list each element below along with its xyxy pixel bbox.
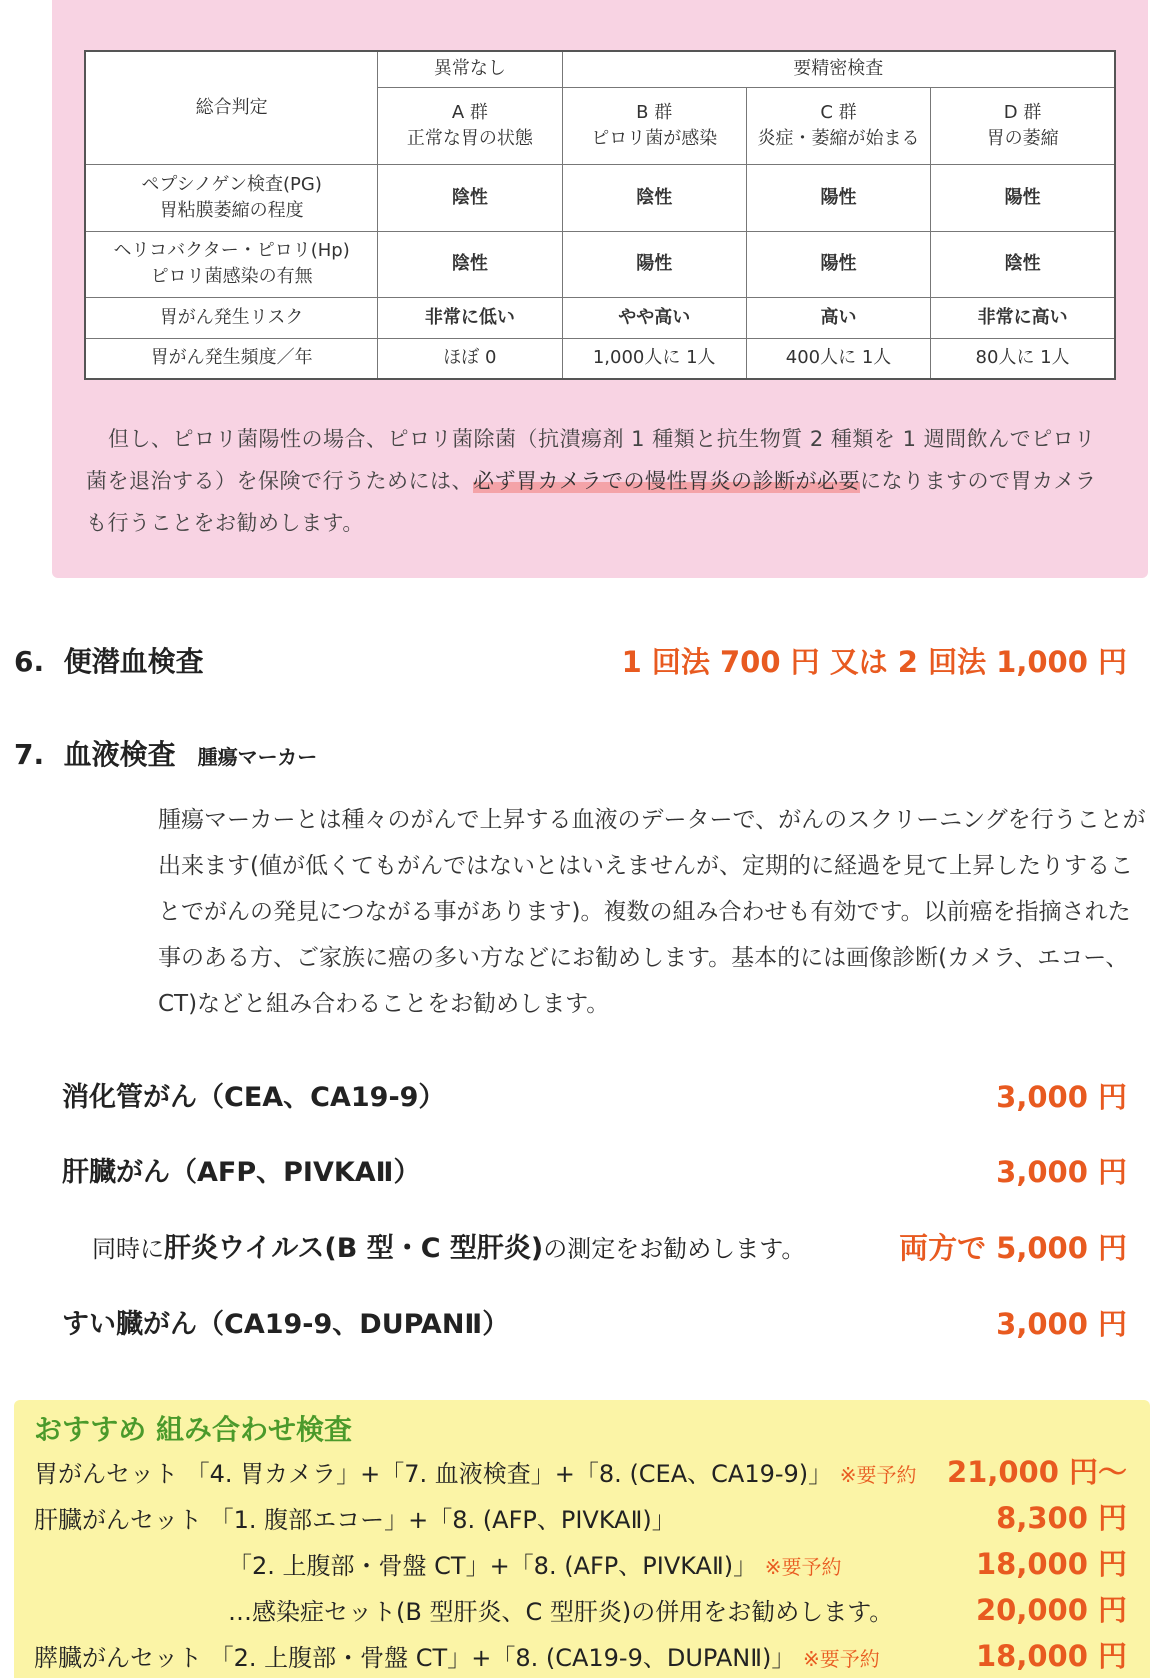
table-cell: 非常に低い (378, 298, 562, 339)
table-cell: やや高い (562, 298, 746, 339)
row-label: ペプシノゲン検査(PG) 胃粘膜萎縮の程度 (85, 165, 378, 231)
table-row (85, 165, 1115, 231)
tumor-marker-description: 腫瘍マーカーとは種々のがんで上昇する血液のデーターで、がんのスクリーニングを行うことが出来ます(値が低くてもがんではないとはいえませんが、定期的に経過を見て上昇したりすることでがんの発見につながる事があります)。複数の組み合わせも有効です。以前癌を指摘された事のある方、ご家族に癌の多い方などにお勧めします。基本的には画像診断(カメラ、エコー、CT)などと組み合わることをお勧めします。 (158, 807, 1146, 1017)
pylori-note: 但し、ピロリ菌陽性の場合、ピロリ菌除菌（抗潰瘍剤 1 種類と抗生物質 2 種類を 1 週間飲んでピロリ菌を退治する）を保険で行うためには、必ず胃カメラでの慢性胃炎の診断が必要になりますので胃カメラも行うことをお勧めします。 (86, 427, 1097, 535)
row-label: 胃がん発生頻度／年 (85, 338, 378, 379)
combo-price-infection: 20,000 円 (975, 1593, 1127, 1627)
section-6-price: 1 回法 700 円 又は 2 回法 1,000 円 (621, 645, 1127, 679)
header-normal: 異常なし (378, 51, 562, 87)
table-cell: ほぼ 0 (378, 338, 562, 379)
table-row (85, 338, 1115, 379)
combo-price-liver-2: 18,000 円 (975, 1547, 1127, 1581)
combo-price-pancreas: 18,000 円 (975, 1639, 1127, 1673)
combo-row-stomach: 胃がんセット 「4. 胃カメラ」+「7. 血液検査」+「8. (CEA、CA19-9)」 ※要予約 (34, 1460, 917, 1488)
table-cell: 陰性 (931, 231, 1115, 297)
combo-price-stomach: 21,000 円〜 (946, 1455, 1127, 1489)
group-c-header: C 群 炎症・萎縮が始まる (746, 87, 930, 164)
table-cell: 陰性 (378, 165, 562, 231)
group-d-header: D 群 胃の萎縮 (931, 87, 1115, 164)
table-cell: 400人に 1人 (746, 338, 930, 379)
group-a-header: A 群 正常な胃の状態 (378, 87, 562, 164)
table-cell: 陽性 (746, 231, 930, 297)
recommended-title: おすすめ 組み合わせ検査 (34, 1413, 353, 1446)
row-label: ヘリコバクター・ピロリ(Hp) ピロリ菌感染の有無 (85, 231, 378, 297)
table-cell: 陽性 (746, 165, 930, 231)
header-detailed: 要精密検査 (562, 51, 1115, 87)
table-cell: 高い (746, 298, 930, 339)
marker-liver-price: 3,000 円 (996, 1155, 1127, 1189)
marker-pancreas-price: 3,000 円 (996, 1307, 1127, 1341)
table-cell: 陽性 (931, 165, 1115, 231)
hepatitis-note: 同時に肝炎ウイルス(B 型・C 型肝炎)の測定をお勧めします。 (92, 1233, 806, 1264)
table-row (85, 231, 1115, 297)
table-cell: 非常に高い (931, 298, 1115, 339)
combo-row-liver-2: 「2. 上腹部・骨盤 CT」+「8. (AFP、PIVKAⅡ)」 ※要予約 (228, 1552, 842, 1580)
table-cell: 1,000人に 1人 (562, 338, 746, 379)
marker-liver-cancer: 肝臓がん（AFP、PIVKAⅡ） (62, 1157, 421, 1188)
section-7-subtitle: 腫瘍マーカー (197, 745, 318, 769)
marker-pancreas-cancer: すい臓がん（CA19-9、DUPANⅡ） (62, 1309, 510, 1340)
hepatitis-price: 両方で 5,000 円 (899, 1231, 1127, 1265)
table-cell: 陰性 (562, 165, 746, 231)
section-7-heading: 7. 血液検査 腫瘍マーカー (14, 738, 318, 771)
table-row (85, 298, 1115, 339)
header-overall: 総合判定 (85, 51, 378, 165)
table-cell: 陽性 (562, 231, 746, 297)
row-label: 胃がん発生リスク (85, 298, 378, 339)
combo-row-liver-1: 肝臓がんセット 「1. 腹部エコー」+「8. (AFP、PIVKAⅡ)」 (34, 1506, 676, 1534)
marker-gi-cancer: 消化管がん（CEA、CA19-9） (62, 1082, 446, 1113)
pylori-note-highlight: 必ず胃カメラでの慢性胃炎の診断が必要 (473, 469, 860, 493)
combo-row-pancreas: 膵臓がんセット 「2. 上腹部・骨盤 CT」+「8. (CA19-9、DUPANⅡ)」 ※要予約 (34, 1644, 880, 1672)
section-6-heading: 6. 便潜血検査 (14, 645, 204, 678)
combo-price-liver-1: 8,300 円 (996, 1501, 1127, 1535)
table-cell: 陰性 (378, 231, 562, 297)
combo-row-infection: …感染症セット(B 型肝炎、C 型肝炎)の併用をお勧めします。 (228, 1598, 894, 1626)
table-cell: 80人に 1人 (931, 338, 1115, 379)
abc-classification-table (84, 50, 1116, 380)
group-b-header: B 群 ピロリ菌が感染 (562, 87, 746, 164)
marker-gi-price: 3,000 円 (996, 1080, 1127, 1114)
